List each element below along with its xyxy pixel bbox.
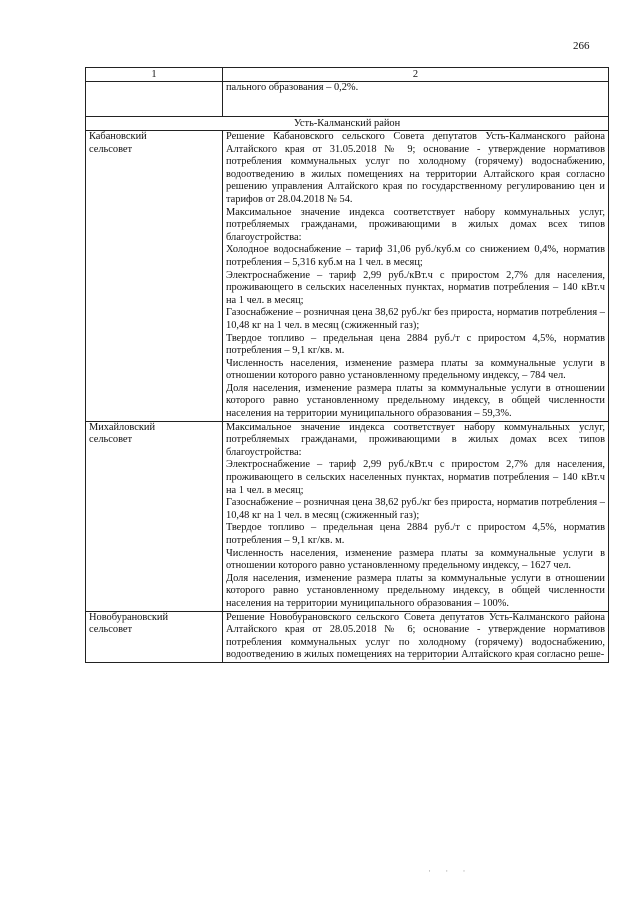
settlement-name-line: Новобурановский: [89, 611, 169, 623]
paragraph: Электроснабжение – тариф 2,99 руб./кВт.ч с приростом 2,7% для населения, проживающего в сельских населенных пунктах, норматив потребления – 140 кВт.ч на 1 чел. в месяц;: [226, 459, 605, 496]
paragraph: Максимальное значение индекса соответствует набору коммунальных услуг, потребляемых гражданами, проживающими в жилых домах всех типов благоустройства:: [226, 421, 605, 458]
paragraph: Решение Новобурановского сельского Совета депутатов Усть-Калманского района Алтайского края от 28.05.2018 № 6; основание - утверждение нормативов потребления коммунальных услуг по холодному (горячему) водоснабжению, водоотведению в жилых помещениях на территории Алтайского края согласно реше-: [226, 611, 605, 661]
settlement-description-cell: [223, 131, 609, 422]
settlement-description-cell: [223, 421, 609, 611]
settlement-description-cell: [223, 611, 609, 662]
table-row: [86, 421, 609, 611]
header-col-2: 2: [223, 68, 609, 82]
table-row: [86, 131, 609, 422]
continuation-empty-cell: [86, 82, 223, 117]
paragraph: Доля населения, изменение размера платы за коммунальные услуги в отношении которого равно установленному предельному индексу, в общей численности населения на территории муниципального образования – 100%.: [226, 572, 605, 609]
page-number: 266: [573, 40, 590, 52]
continuation-row: [86, 82, 609, 117]
settlement-name-cell: [86, 421, 223, 611]
paragraph: Твердое топливо – предельная цена 2884 руб./т с приростом 4,5%, норматив потребления – 9,1 кг/кв. м.: [226, 522, 605, 546]
table-row: [86, 611, 609, 662]
continuation-paragraph: пального образования – 0,2%.: [226, 82, 359, 93]
header-col-1: 1: [86, 68, 223, 82]
paragraph: Газоснабжение – розничная цена 38,62 руб./кг без прироста, норматив потребления – 10,48 кг на 1 чел. в месяц (сжиженный газ);: [226, 307, 605, 331]
region-row: [86, 117, 609, 131]
paragraph: Максимальное значение индекса соответствует набору коммунальных услуг, потребляемых гражданами, проживающими в жилых домах всех типов благоустройства:: [226, 206, 605, 243]
scan-mark-decoration: · · ·: [428, 866, 472, 876]
settlement-name-line: Михайловский: [89, 421, 156, 433]
settlement-name-line: Кабановский: [89, 131, 147, 142]
paragraph: Доля населения, изменение размера платы за коммунальные услуги в отношении которого равно установленному предельному индексу, в общей численности населения на территории муниципального образования – 59,3%.: [226, 382, 605, 420]
table-header-row: [86, 68, 609, 82]
settlement-name-line: сельсовет: [89, 434, 133, 446]
settlement-name-cell: [86, 611, 223, 662]
paragraph: Твердое топливо – предельная цена 2884 руб./т с приростом 4,5%, норматив потребления – 9,1 кг/кв. м.: [226, 332, 605, 357]
document-table: [85, 67, 609, 663]
continuation-text: [223, 82, 609, 117]
settlement-name-line: сельсовет: [89, 143, 133, 155]
paragraph: Газоснабжение – розничная цена 38,62 руб./кг без прироста, норматив потребления – 10,48 кг на 1 чел. в месяц (сжиженный газ);: [226, 497, 605, 521]
paragraph: Холодное водоснабжение – тариф 31,06 руб./куб.м со снижением 0,4%, норматив потребления – 5,316 куб.м на 1 чел. в месяц;: [226, 244, 605, 268]
settlement-name-cell: [86, 131, 223, 422]
region-title: Усть-Калманский район: [86, 117, 609, 131]
paragraph: Численность населения, изменение размера платы за коммунальные услуги в отношении которого равно установленному предельному индексу, – 1627 чел.: [226, 547, 605, 572]
settlement-name-line: сельсовет: [89, 624, 133, 636]
paragraph: Численность населения, изменение размера платы за коммунальные услуги в отношении которого равно установленному предельному индексу, – 784 чел.: [226, 357, 605, 382]
paragraph: Электроснабжение – тариф 2,99 руб./кВт.ч с приростом 2,7% для населения, проживающего в сельских населенных пунктах, норматив потребления – 140 кВт.ч на 1 чел. в месяц;: [226, 269, 605, 306]
paragraph: Решение Кабановского сельского Совета депутатов Усть-Калманского района Алтайского края от 31.05.2018 № 9; основание - утверждение нормативов потребления коммунальных услуг по холодному (горячему) водоснабжению, водоотведению в жилых помещениях на территории Алтайского края согласно решению управления Алтайского края по государственному регулированию цен и тарифов от 28.04.2018 № 54.: [226, 131, 605, 205]
